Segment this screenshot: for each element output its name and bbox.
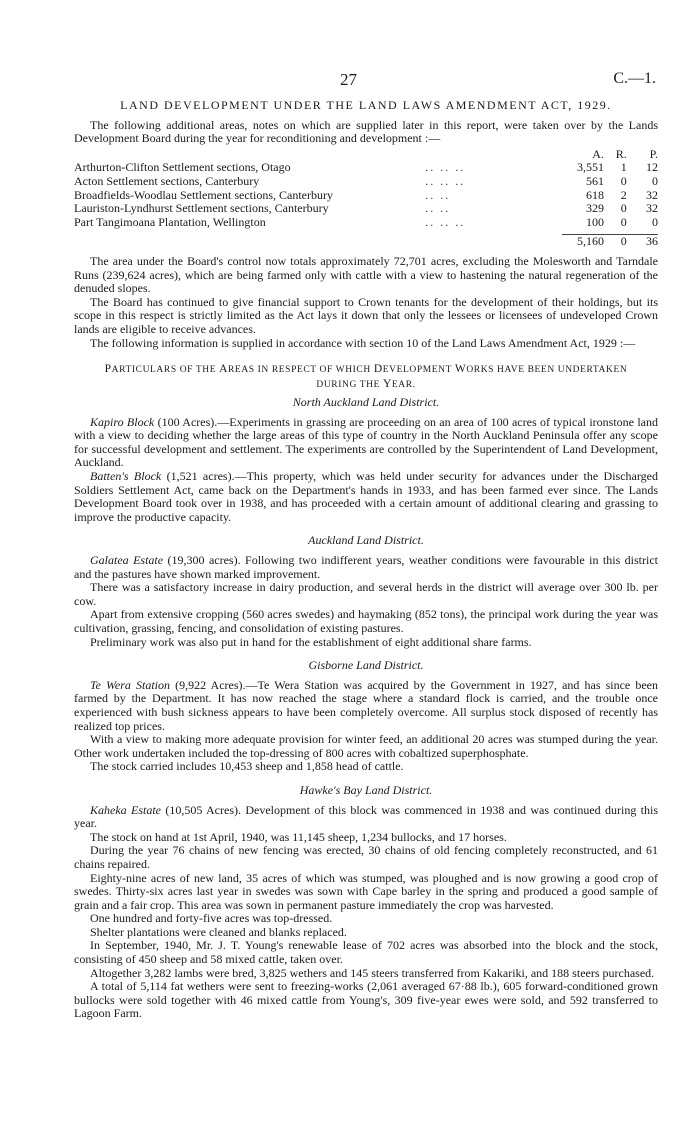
intro-paragraph: The following additional areas, notes on which are supplied later in this report, were taken over by the Lands Development Board during the year for reconditioning and development :— [74,117,658,146]
table-row [74,216,658,230]
property-name: Kapiro Block [90,414,155,429]
heading-part: P [104,363,112,376]
paragraph: The stock on hand at 1st April, 1940, was 11,145 sheep, 1,234 bullocks, and 17 horses. [90,829,507,844]
area-roods: 0 [620,201,627,216]
paragraph: Shelter plantations were cleaned and blanks replaced. [90,924,347,939]
area-roods: 0 [620,214,627,229]
area-perches: 12 [646,160,658,175]
property-text: —Experiments in grassing are proceeding on an area of 100 acres of typical ironstone land with a view to deciding whether the large areas of this type of country in the North Auckland Peninsula offer any scope for successful development and settlement. The experiments are controlled by the Superintendent of Land Development, Auckland. [74,414,658,470]
area-name: Lauriston-Lyndhurst Settlement sections, Canterbury [74,201,329,216]
col-roods: R. [615,146,627,161]
area-acres: 329 [585,201,604,216]
property-text: (10,505 Acres). Development of this block was commenced in 1938 and was continued during this year. [74,802,658,831]
property-name: Kaheka Estate [90,802,161,817]
district-heading-hawkes-bay: Hawke's Bay Land District. [299,782,433,797]
total-roods: 0 [620,234,627,249]
area-name: Part Tangimoana Plantation, Wellington [74,214,266,229]
heading-part: ORKS HAVE BEEN UNDERTAKEN [466,365,628,376]
paragraph: The following information is supplied in accordance with section 10 of the Land Laws Amendment Act, 1929 :— [90,335,636,350]
paragraph: A total of 5,114 fat wethers were sent to freezing-works (2,061 averaged 67·88 lb.), 605 forward-conditioned grown bullocks were sold together with 46 mixed cattle from Young's, 309 five-year ewes were sold, and 592 transferred to Lagoon Farm. [74,979,658,1021]
heading-part: Y [382,378,392,391]
total-acres: 5,160 [576,234,604,249]
batten-paragraph [74,470,658,524]
areas-table [74,148,658,249]
paragraph: There was a satisfactory increase in dairy production, and several herds in the district will average over 300 lb. per cow. [74,580,658,608]
property-area: (100 Acres). [157,414,218,429]
document-reference: C.—1. [613,70,656,87]
heading-part: W [454,363,467,376]
col-acres: A. [592,146,604,161]
section-heading [74,362,658,392]
kaheka-paragraph [74,804,658,831]
area-roods: 1 [620,160,627,175]
property-name: Te Wera Station [90,677,170,692]
area-perches: 0 [652,173,658,188]
paragraph: Preliminary work was also put in hand for the establishment of eight additional share farms. [90,634,532,649]
leader-dots: .. .. .. [425,173,466,188]
heading-part: EVELOPMENT [382,365,455,376]
area-perches: 32 [646,187,658,202]
total-perches: 36 [646,234,658,249]
total-row [74,235,658,249]
area-perches: 0 [652,214,658,229]
paragraph: Apart from extensive cropping (560 acres swedes) and haymaking (852 tons), the principal work during the year was cultivation, grassing, fencing, and consolidation of existing pastures. [74,607,658,635]
paragraph: During the year 76 chains of new fencing was erected, 30 chains of old fencing completely reconstructed, and 61 chains repaired. [74,843,658,871]
heading-part: DURING THE [316,380,383,391]
page-number: 27 [340,70,357,89]
galatea-paragraph [74,554,658,581]
paragraph: Altogether 3,282 lambs were bred, 3,825 wethers and 145 steers transferred from Kakariki, and 188 steers purchased. [90,965,655,980]
paragraph: The stock carried includes 10,453 sheep and 1,858 head of cattle. [90,759,404,774]
table-row [74,175,658,189]
area-name: Arthurton-Clifton Settlement sections, Otago [74,160,291,175]
district-heading-north-auckland: North Auckland Land District. [292,395,440,410]
area-roods: 0 [620,173,627,188]
areas-table-header [74,148,658,162]
heading-part: ARTICULARS OF THE [111,365,220,376]
heading-part: EAR. [391,380,416,391]
district-heading-gisborne: Gisborne Land District. [308,658,424,673]
leader-dots: .. .. [425,187,451,202]
leader-dots: .. .. [425,201,451,216]
table-row [74,189,658,203]
paragraph: The area under the Board's control now totals approximately 72,701 acres, excluding the Molesworth and Tarndale Runs (239,624 acres), which are being farmed only with cattle with a view to hastening the natural regeneration of the denuded slopes. [74,253,658,296]
paragraph: With a view to making more adequate provision for winter feed, an additional 20 acres was stumped during the year. Other work undertaken included the top-dressing of 800 acres with cobaltized superphosphate. [74,732,658,760]
page-header [0,70,700,92]
paragraph: In September, 1940, Mr. J. T. Young's renewable lease of 702 acres was absorbed into the block and the stock, consisting of 450 sheep and 58 mixed cattle, taken over. [74,938,658,967]
property-text: (9,922 Acres).—Te Wera Station was acquired by the Government in 1927, and has since been farmed by the Department. It has now reached the stage where a standard flock is carried, and the trouble once experienced with bush sickness appears to have been completely overcome. All surplus stock disposed of recently has realized top prices. [74,677,658,733]
area-name: Broadfields-Woodlau Settlement sections, Canterbury [74,187,333,202]
table-row [74,202,658,216]
property-text: (19,300 acres). Following two indifferent years, weather conditions were favourable in this district and the pastures have shown marked improvement. [74,553,658,581]
tewera-paragraph [74,679,658,733]
property-name: Galatea Estate [90,553,164,568]
property-text: (1,521 acres).—This property, which was held under security for advances under the Discharged Soldiers Settlement Act, came back on the Department's hands in 1933, and has been farmed ever since. The Lands Development Board took over in 1938, and has proceeded with a certain amount of additional clearing and grassing to improve the productive capacity. [74,469,658,524]
area-perches: 32 [646,201,658,216]
heading-part: REAS IN RESPECT OF WHICH [227,365,374,376]
area-acres: 561 [585,173,604,188]
leader-dots: .. .. .. [425,160,466,175]
kapiro-paragraph [74,416,658,470]
heading-part: A [219,363,228,376]
table-row [74,161,658,175]
paragraph: The Board has continued to give financial support to Crown tenants for the development of their holdings, but its scope in this respect is strictly limited as the Act lays it down that only the lessees or licensees of undeveloped Crown lands are eligible to receive advances. [74,294,658,336]
leader-dots: .. .. .. [425,214,466,229]
page-body [74,99,658,1021]
area-acres: 618 [585,187,604,202]
district-heading-auckland: Auckland Land District. [308,533,424,548]
area-acres: 3,551 [576,160,604,175]
paragraph: Eighty-nine acres of new land, 35 acres of which was stumped, was ploughed and is now growing a good crop of swedes. Thirty-six acres last year in swedes was sown with Cape barley in the spring and produced a good sample of grain and a fair crop. This area was sown in permanent pasture immediately the crop was harvested. [74,870,658,912]
property-name: Batten's Block [90,469,162,484]
heading-part: D [373,363,383,376]
col-perches: P. [649,146,658,161]
paragraph: One hundred and forty-five acres was top-dressed. [90,911,333,926]
area-name: Acton Settlement sections, Canterbury [74,173,260,188]
report-title: LAND DEVELOPMENT UNDER THE LAND LAWS AMENDMENT ACT, 1929. [120,98,612,112]
area-acres: 100 [585,214,604,229]
area-roods: 2 [620,187,627,202]
